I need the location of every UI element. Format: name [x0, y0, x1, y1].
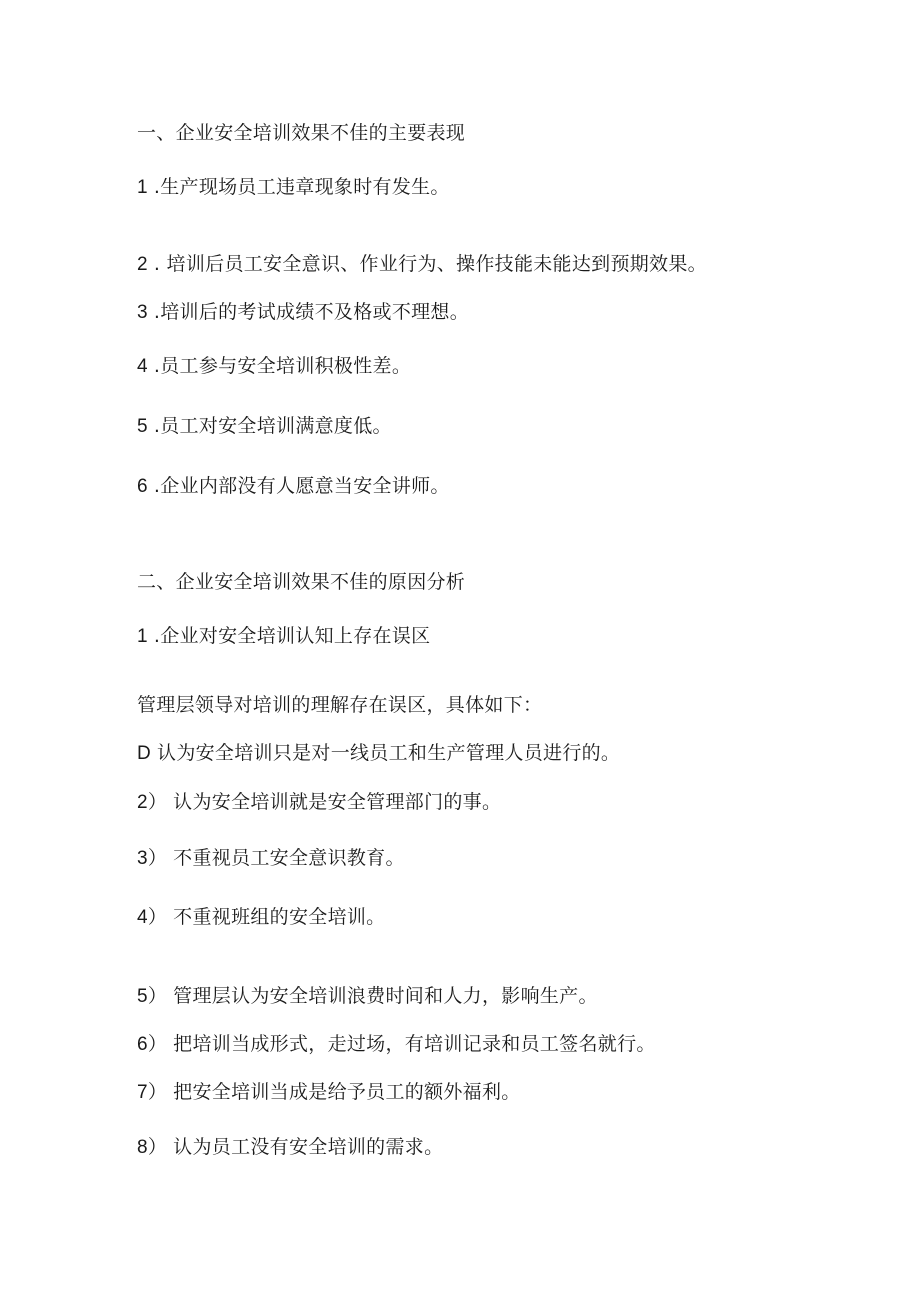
item-number: 3）: [137, 848, 168, 869]
section1-item-3: [137, 300, 469, 325]
section2-subheading: [137, 624, 430, 649]
item-number: 2: [137, 254, 148, 275]
item-number: 4: [137, 356, 148, 377]
item-number: 6）: [137, 1034, 168, 1055]
section1-item-2: [137, 252, 707, 277]
section2-item-4: [137, 905, 385, 930]
section2-item-2: [137, 790, 501, 815]
section1-heading: 一、企业安全培训效果不佳的主要表现: [137, 122, 466, 144]
item-text: 把培训当成形式，走过场，有培训记录和员工签名就行。: [173, 1033, 656, 1055]
item-text: . 培训后员工安全意识、作业行为、操作技能未能达到预期效果。: [153, 253, 707, 275]
item-number: 6: [137, 476, 148, 497]
item-number: 1: [137, 177, 148, 198]
item-text: .员工参与安全培训积极性差。: [153, 355, 412, 377]
item-text: 把安全培训当成是给予员工的额外福利。: [173, 1081, 521, 1103]
item-text: .生产现场员工违章现象时有发生。: [153, 176, 450, 198]
section2-item-3: [137, 846, 405, 871]
item-text: .企业对安全培训认知上存在误区: [153, 625, 431, 647]
section2-item-7: [137, 1080, 521, 1105]
section2-intro: 管理层领导对培训的理解存在误区，具体如下：: [137, 694, 543, 716]
section2-item-1: [137, 741, 620, 766]
section2-item-8: [137, 1135, 443, 1160]
item-text: 认为安全培训就是安全管理部门的事。: [173, 791, 502, 813]
item-number: 1: [137, 626, 148, 647]
item-text: 认为安全培训只是对一线员工和生产管理人员进行的。: [157, 742, 621, 764]
item-text: .员工对安全培训满意度低。: [153, 415, 392, 437]
section1-item-1: [137, 175, 450, 200]
item-text: 不重视员工安全意识教育。: [173, 847, 405, 869]
section2-item-5: [137, 984, 598, 1009]
item-number: 8）: [137, 1137, 168, 1158]
item-text: 不重视班组的安全培训。: [173, 906, 386, 928]
section1-item-6: [137, 474, 450, 499]
item-text: .培训后的考试成绩不及格或不理想。: [153, 301, 470, 323]
section2-heading: 二、企业安全培训效果不佳的原因分析: [137, 571, 466, 593]
item-number: 2）: [137, 792, 168, 813]
item-number: 5: [137, 416, 148, 437]
item-text: 管理层认为安全培训浪费时间和人力，影响生产。: [173, 985, 598, 1007]
section2-item-6: [137, 1032, 656, 1057]
item-number: 3: [137, 302, 148, 323]
item-text: .企业内部没有人愿意当安全讲师。: [153, 475, 450, 497]
section1-item-5: [137, 414, 392, 439]
item-number: D: [137, 743, 152, 764]
item-number: 4）: [137, 907, 168, 928]
item-number: 5）: [137, 986, 168, 1007]
item-text: 认为员工没有安全培训的需求。: [173, 1136, 444, 1158]
section1-item-4: [137, 354, 411, 379]
item-number: 7）: [137, 1082, 168, 1103]
